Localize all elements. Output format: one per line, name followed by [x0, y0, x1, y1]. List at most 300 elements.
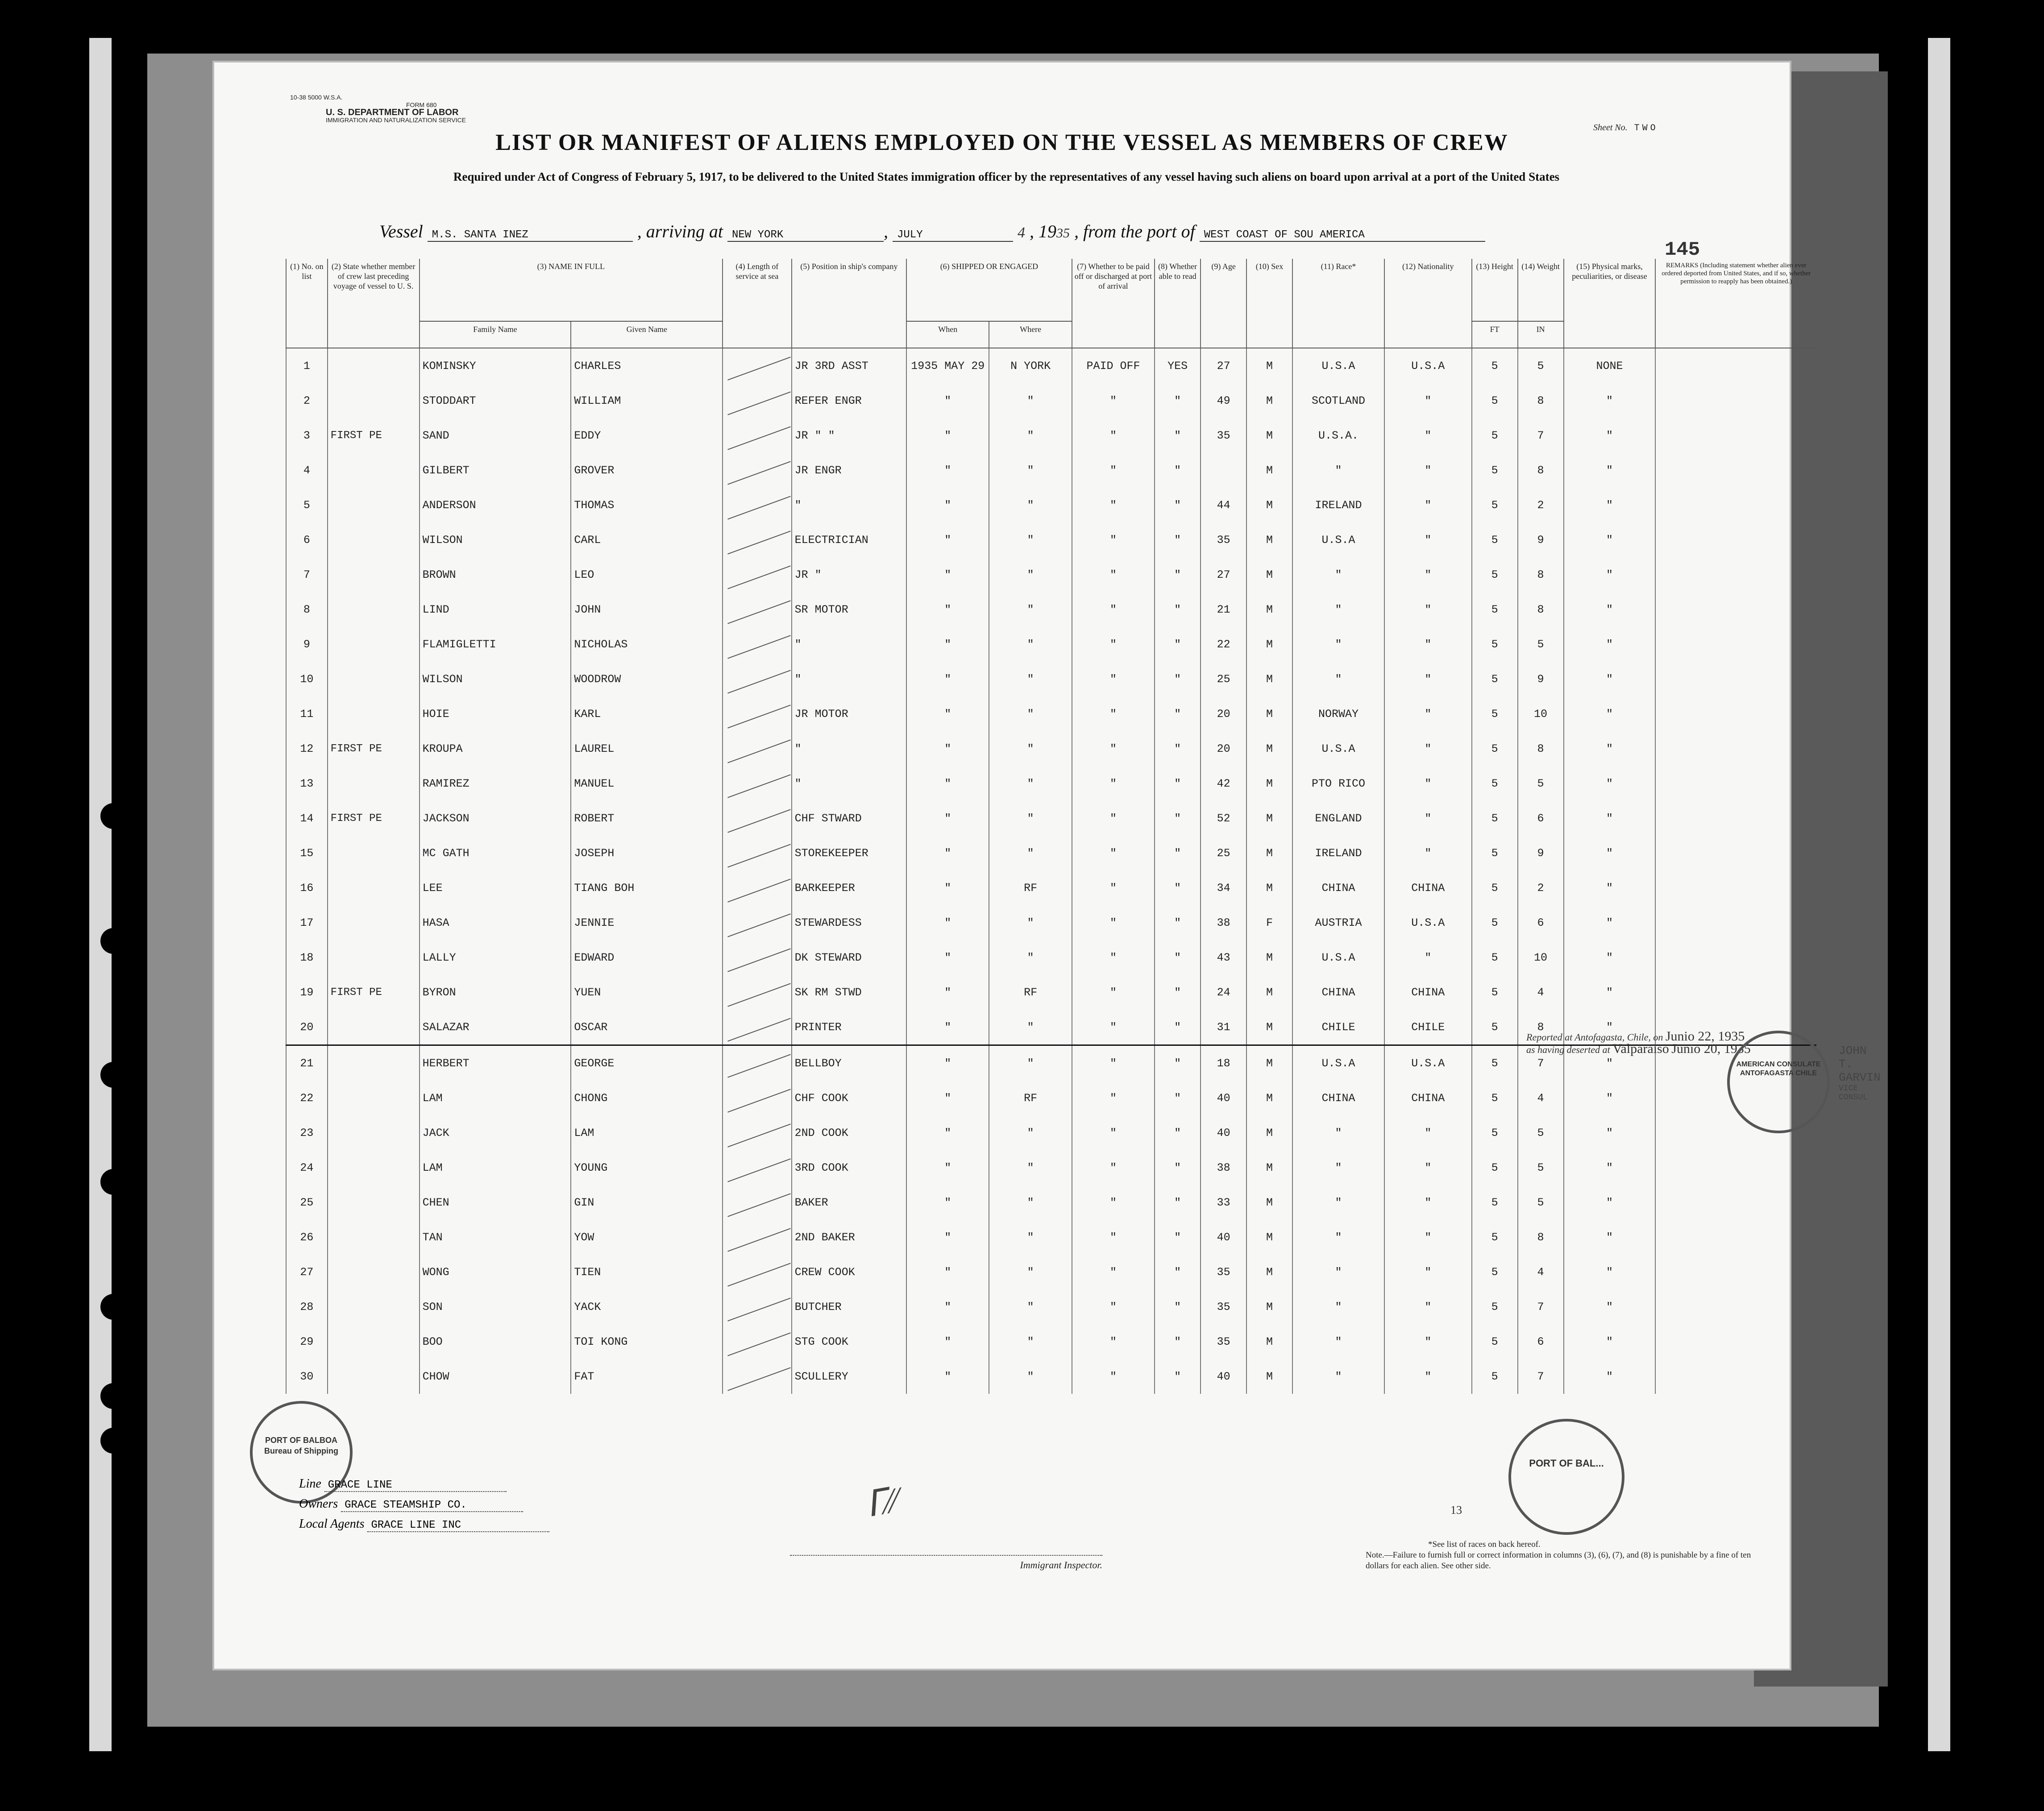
cell-no: 14	[286, 801, 328, 836]
binder-hole	[2017, 62, 2043, 88]
cell-no: 24	[286, 1150, 328, 1185]
deserted-place: Valparaiso	[1612, 1041, 1669, 1056]
cell-given: YUEN	[571, 975, 723, 1010]
cell-nat: "	[1384, 1115, 1472, 1150]
from-port: WEST COAST OF SOU AMERICA	[1200, 229, 1485, 242]
table-row	[286, 940, 1816, 975]
cell-position: "	[792, 766, 906, 801]
table-row	[286, 453, 1816, 488]
cell-ft: 5	[1472, 453, 1518, 488]
cell-position: PRINTER	[792, 1010, 906, 1045]
cell-paid: "	[1072, 836, 1155, 870]
cell-race: CHILE	[1292, 1010, 1384, 1045]
cell-family: LEE	[420, 870, 571, 905]
cell-age: 33	[1201, 1185, 1246, 1220]
cell-position: BUTCHER	[792, 1289, 906, 1324]
cell-position: CREW COOK	[792, 1255, 906, 1289]
cell-nat: "	[1384, 627, 1472, 662]
consul-signature-block	[1839, 1044, 1881, 1102]
cell-in: 5	[1518, 766, 1564, 801]
cell-prev: FIRST PE	[328, 731, 420, 766]
cell-race: U.S.A	[1292, 940, 1384, 975]
cell-given: GROVER	[571, 453, 723, 488]
table-row	[286, 592, 1816, 627]
binder-hole	[2017, 1044, 2043, 1070]
cell-no: 8	[286, 592, 328, 627]
cell-where: "	[989, 836, 1072, 870]
cell-remarks	[1655, 418, 1816, 453]
cell-remarks	[1655, 453, 1816, 488]
cell-read: "	[1155, 870, 1201, 905]
cell-service	[723, 1220, 791, 1255]
cell-prev	[328, 836, 420, 870]
cell-family: HASA	[420, 905, 571, 940]
cell-race: U.S.A	[1292, 1045, 1384, 1081]
cell-remarks	[1655, 522, 1816, 557]
cell-no: 15	[286, 836, 328, 870]
cell-race: "	[1292, 1185, 1384, 1220]
cell-age: 40	[1201, 1359, 1246, 1394]
cell-paid: "	[1072, 905, 1155, 940]
binder-hole	[100, 1294, 126, 1320]
cell-ft: 5	[1472, 592, 1518, 627]
service-tick-mark	[727, 461, 791, 485]
cell-position: STG COOK	[792, 1324, 906, 1359]
cell-service	[723, 836, 791, 870]
cell-no: 4	[286, 453, 328, 488]
cell-nat: "	[1384, 731, 1472, 766]
cell-read: "	[1155, 1081, 1201, 1115]
service-tick-mark	[727, 1054, 791, 1077]
table-row	[286, 1185, 1816, 1220]
form-number: FORM 680	[406, 101, 437, 108]
cell-remarks	[1655, 662, 1816, 696]
cell-where: "	[989, 940, 1072, 975]
table-row	[286, 1150, 1816, 1185]
cell-no: 9	[286, 627, 328, 662]
handwritten-mark: 13	[1450, 1504, 1462, 1517]
cell-family: KROUPA	[420, 731, 571, 766]
cell-paid: "	[1072, 1185, 1155, 1220]
cell-remarks	[1655, 836, 1816, 870]
cell-service	[723, 522, 791, 557]
cell-remarks	[1655, 488, 1816, 522]
cell-race: ENGLAND	[1292, 801, 1384, 836]
cell-when: "	[906, 488, 989, 522]
cell-sex: M	[1246, 627, 1292, 662]
cell-no: 10	[286, 662, 328, 696]
table-row	[286, 383, 1816, 418]
cell-race: "	[1292, 1220, 1384, 1255]
cell-service	[723, 975, 791, 1010]
cell-where: "	[989, 1045, 1072, 1081]
cell-marks: "	[1564, 592, 1656, 627]
cell-position: JR "	[792, 557, 906, 592]
cell-position: REFER ENGR	[792, 383, 906, 418]
cell-in: 8	[1518, 453, 1564, 488]
binder-hole	[100, 803, 126, 829]
cell-read: "	[1155, 696, 1201, 731]
cell-sex: F	[1246, 905, 1292, 940]
table-row	[286, 731, 1816, 766]
cell-nat: U.S.A	[1384, 905, 1472, 940]
cell-service	[723, 766, 791, 801]
binder-hole	[100, 1383, 126, 1409]
table-row	[286, 1081, 1816, 1115]
cell-paid: "	[1072, 1220, 1155, 1255]
cell-where: "	[989, 1324, 1072, 1359]
reported-date: Junio 22, 1935	[1665, 1029, 1745, 1044]
cell-position: 2ND COOK	[792, 1115, 906, 1150]
cell-prev	[328, 453, 420, 488]
cell-paid: "	[1072, 662, 1155, 696]
port-stamp-right	[1508, 1419, 1624, 1535]
cell-remarks	[1655, 383, 1816, 418]
cell-no: 21	[286, 1045, 328, 1081]
header-marks: (15) Physical marks, peculiarities, or disease	[1564, 259, 1656, 348]
cell-nat: "	[1384, 696, 1472, 731]
cell-sex: M	[1246, 1185, 1292, 1220]
cell-race: IRELAND	[1292, 836, 1384, 870]
cell-service	[723, 1045, 791, 1081]
binder-hole	[100, 1169, 126, 1195]
cell-sex: M	[1246, 522, 1292, 557]
cell-prev	[328, 1150, 420, 1185]
cell-age: 31	[1201, 1010, 1246, 1045]
cell-read: "	[1155, 940, 1201, 975]
cell-ft: 5	[1472, 1324, 1518, 1359]
service-tick-mark	[727, 948, 791, 972]
form-code: 10-38 5000 W.S.A.	[290, 94, 343, 101]
cell-paid: "	[1072, 488, 1155, 522]
cell-marks: "	[1564, 836, 1656, 870]
cell-service	[723, 627, 791, 662]
cell-where: "	[989, 418, 1072, 453]
cell-no: 25	[286, 1185, 328, 1220]
header-family-name: Family Name	[420, 321, 571, 348]
cell-in: 2	[1518, 488, 1564, 522]
cell-when: "	[906, 731, 989, 766]
cell-position: DK STEWARD	[792, 940, 906, 975]
cell-family: GILBERT	[420, 453, 571, 488]
cell-age: 18	[1201, 1045, 1246, 1081]
cell-in: 5	[1518, 1185, 1564, 1220]
cell-read: "	[1155, 1255, 1201, 1289]
cell-remarks	[1655, 627, 1816, 662]
service-tick-mark	[727, 983, 791, 1007]
cell-prev	[328, 870, 420, 905]
cell-paid: "	[1072, 1010, 1155, 1045]
binder-hole	[2017, 1347, 2043, 1373]
cell-prev	[328, 627, 420, 662]
table-row	[286, 522, 1816, 557]
cell-given: FAT	[571, 1359, 723, 1394]
cell-in: 6	[1518, 1324, 1564, 1359]
header-race: (11) Race*	[1292, 259, 1384, 348]
cell-marks: NONE	[1564, 348, 1656, 383]
cell-marks: "	[1564, 1289, 1656, 1324]
cell-nat: "	[1384, 801, 1472, 836]
cell-marks: "	[1564, 905, 1656, 940]
cell-family: HERBERT	[420, 1045, 571, 1081]
cell-marks: "	[1564, 731, 1656, 766]
cell-read: "	[1155, 1324, 1201, 1359]
cell-given: YOW	[571, 1220, 723, 1255]
cell-family: BOO	[420, 1324, 571, 1359]
cell-prev	[328, 766, 420, 801]
cell-sex: M	[1246, 488, 1292, 522]
cell-age	[1201, 453, 1246, 488]
cell-age: 44	[1201, 488, 1246, 522]
cell-service	[723, 1359, 791, 1394]
cell-sex: M	[1246, 1045, 1292, 1081]
cell-race: U.S.A	[1292, 731, 1384, 766]
cell-marks: "	[1564, 801, 1656, 836]
header-position: (5) Position in ship's company	[792, 259, 906, 348]
cell-read: "	[1155, 627, 1201, 662]
cell-in: 8	[1518, 1220, 1564, 1255]
cell-age: 40	[1201, 1081, 1246, 1115]
cell-paid: PAID OFF	[1072, 348, 1155, 383]
cell-position: SCULLERY	[792, 1359, 906, 1394]
cell-sex: M	[1246, 1255, 1292, 1289]
arrival-day: 4	[1018, 224, 1025, 241]
cell-nat: "	[1384, 1289, 1472, 1324]
cell-marks: "	[1564, 1150, 1656, 1185]
table-row	[286, 836, 1816, 870]
cell-paid: "	[1072, 696, 1155, 731]
cell-marks: "	[1564, 383, 1656, 418]
header-service-length: (4) Length of service at sea	[723, 259, 791, 348]
cell-ft: 5	[1472, 696, 1518, 731]
cell-position: STOREKEEPER	[792, 836, 906, 870]
cell-in: 6	[1518, 905, 1564, 940]
cell-paid: "	[1072, 592, 1155, 627]
cell-ft: 5	[1472, 1010, 1518, 1045]
cell-race: CHINA	[1292, 1081, 1384, 1115]
cell-ft: 5	[1472, 766, 1518, 801]
service: IMMIGRATION AND NATURALIZATION SERVICE	[326, 116, 466, 124]
cell-sex: M	[1246, 1289, 1292, 1324]
cell-family: BYRON	[420, 975, 571, 1010]
cell-paid: "	[1072, 1324, 1155, 1359]
table-row	[286, 1255, 1816, 1289]
cell-no: 1	[286, 348, 328, 383]
cell-nat: U.S.A	[1384, 1045, 1472, 1081]
cell-where: N YORK	[989, 348, 1072, 383]
cell-service	[723, 1081, 791, 1115]
cell-in: 4	[1518, 1081, 1564, 1115]
cell-when: "	[906, 1081, 989, 1115]
service-tick-mark	[727, 1123, 791, 1147]
cell-sex: M	[1246, 801, 1292, 836]
cell-prev	[328, 1324, 420, 1359]
cell-where: "	[989, 766, 1072, 801]
header-no: (1) No. on list	[286, 259, 328, 348]
cell-remarks	[1655, 1324, 1816, 1359]
cell-marks: "	[1564, 696, 1656, 731]
cell-where: "	[989, 488, 1072, 522]
cell-no: 29	[286, 1324, 328, 1359]
service-tick-mark	[727, 635, 791, 659]
cell-read: "	[1155, 592, 1201, 627]
cell-service	[723, 592, 791, 627]
cell-in: 10	[1518, 696, 1564, 731]
cell-sex: M	[1246, 662, 1292, 696]
cell-service	[723, 1150, 791, 1185]
header-when: When	[906, 321, 989, 348]
cell-remarks	[1655, 1150, 1816, 1185]
cell-paid: "	[1072, 975, 1155, 1010]
service-tick-mark	[727, 1332, 791, 1356]
header-height: (13) Height	[1472, 259, 1518, 321]
cell-sex: M	[1246, 836, 1292, 870]
cell-family: BROWN	[420, 557, 571, 592]
cell-marks: "	[1564, 557, 1656, 592]
cell-prev	[328, 1359, 420, 1394]
cell-prev	[328, 905, 420, 940]
department: U. S. DEPARTMENT OF LABOR	[326, 108, 459, 117]
cell-ft: 5	[1472, 522, 1518, 557]
cell-paid: "	[1072, 522, 1155, 557]
cell-when: "	[906, 453, 989, 488]
cell-service	[723, 696, 791, 731]
cell-nat: "	[1384, 488, 1472, 522]
binder-hole	[100, 1062, 126, 1088]
cell-family: LAM	[420, 1150, 571, 1185]
reported-label: Reported at Antofagasta, Chile, on	[1526, 1032, 1663, 1043]
cell-service	[723, 418, 791, 453]
cell-read: "	[1155, 731, 1201, 766]
cell-position: SR MOTOR	[792, 592, 906, 627]
cell-in: 10	[1518, 940, 1564, 975]
service-tick-mark	[727, 1228, 791, 1252]
table-row	[286, 870, 1816, 905]
cell-paid: "	[1072, 383, 1155, 418]
cell-age: 35	[1201, 1289, 1246, 1324]
header-paid-off: (7) Whether to be paid off or discharged at port of arrival	[1072, 259, 1155, 348]
cell-sex: M	[1246, 453, 1292, 488]
cell-service	[723, 1289, 791, 1324]
cell-remarks	[1655, 940, 1816, 975]
cell-race: IRELAND	[1292, 488, 1384, 522]
service-tick-mark	[727, 391, 791, 415]
cell-where: "	[989, 1220, 1072, 1255]
cell-no: 23	[286, 1115, 328, 1150]
cell-given: TOI KONG	[571, 1324, 723, 1359]
cell-race: "	[1292, 453, 1384, 488]
cell-service	[723, 1185, 791, 1220]
cell-nat: CHINA	[1384, 870, 1472, 905]
service-tick-mark	[727, 356, 791, 380]
cell-ft: 5	[1472, 975, 1518, 1010]
cell-marks: "	[1564, 1324, 1656, 1359]
port-stamp-right-text: PORT OF BAL...	[1529, 1458, 1604, 1469]
cell-paid: "	[1072, 453, 1155, 488]
service-tick-mark	[727, 774, 791, 798]
cell-prev	[328, 522, 420, 557]
cell-remarks	[1655, 696, 1816, 731]
year-prefix: , 19	[1030, 221, 1056, 241]
arrival-port: NEW YORK	[727, 229, 884, 242]
service-tick-mark	[727, 565, 791, 589]
service-tick-mark	[727, 879, 791, 902]
cell-where: "	[989, 662, 1072, 696]
service-tick-mark	[727, 1193, 791, 1217]
header-in: IN	[1518, 321, 1564, 348]
cell-age: 52	[1201, 801, 1246, 836]
table-row	[286, 1289, 1816, 1324]
cell-race: AUSTRIA	[1292, 905, 1384, 940]
cell-sex: M	[1246, 870, 1292, 905]
cell-no: 6	[286, 522, 328, 557]
cell-service	[723, 905, 791, 940]
cell-no: 7	[286, 557, 328, 592]
owners-label: Owners	[299, 1497, 338, 1511]
cell-read: "	[1155, 1010, 1201, 1045]
cell-ft: 5	[1472, 940, 1518, 975]
cell-read: "	[1155, 1150, 1201, 1185]
cell-given: JOSEPH	[571, 836, 723, 870]
cell-age: 35	[1201, 1255, 1246, 1289]
cell-ft: 5	[1472, 662, 1518, 696]
cell-where: "	[989, 905, 1072, 940]
cell-marks: "	[1564, 488, 1656, 522]
cell-ft: 5	[1472, 1185, 1518, 1220]
agents-value: GRACE LINE INC	[367, 1519, 549, 1532]
cell-prev	[328, 1115, 420, 1150]
cell-position: JR MOTOR	[792, 696, 906, 731]
cell-where: "	[989, 627, 1072, 662]
cell-nat: "	[1384, 1324, 1472, 1359]
cell-family: LALLY	[420, 940, 571, 975]
cell-remarks	[1655, 348, 1816, 383]
cell-family: SAND	[420, 418, 571, 453]
cell-when: "	[906, 1115, 989, 1150]
cell-race: "	[1292, 1150, 1384, 1185]
cell-family: CHEN	[420, 1185, 571, 1220]
cell-where: "	[989, 1255, 1072, 1289]
page-title: LIST OR MANIFEST OF ALIENS EMPLOYED ON THE VESSEL AS MEMBERS OF CREW	[495, 130, 1508, 155]
cell-sex: M	[1246, 1150, 1292, 1185]
cell-sex: M	[1246, 1010, 1292, 1045]
cell-read: "	[1155, 383, 1201, 418]
cell-family: SON	[420, 1289, 571, 1324]
cell-given: ROBERT	[571, 801, 723, 836]
cell-given: CHARLES	[571, 348, 723, 383]
cell-paid: "	[1072, 766, 1155, 801]
cell-when: "	[906, 1289, 989, 1324]
cell-position: "	[792, 731, 906, 766]
binder-hole	[100, 928, 126, 954]
cell-no: 18	[286, 940, 328, 975]
consulate-stamp-text: AMERICAN CONSULATE ANTOFAGASTA CHILE	[1736, 1061, 1821, 1077]
cell-service	[723, 801, 791, 836]
cell-ft: 5	[1472, 905, 1518, 940]
service-tick-mark	[727, 809, 791, 833]
cell-given: EDDY	[571, 418, 723, 453]
cell-where: "	[989, 383, 1072, 418]
cell-nat: "	[1384, 1150, 1472, 1185]
header-weight: (14) Weight	[1518, 259, 1564, 321]
cell-age: 34	[1201, 870, 1246, 905]
cell-paid: "	[1072, 1150, 1155, 1185]
service-tick-mark	[727, 670, 791, 693]
cell-remarks	[1655, 1220, 1816, 1255]
cell-age: 35	[1201, 1324, 1246, 1359]
service-tick-mark	[727, 1263, 791, 1286]
cell-family: TAN	[420, 1220, 571, 1255]
